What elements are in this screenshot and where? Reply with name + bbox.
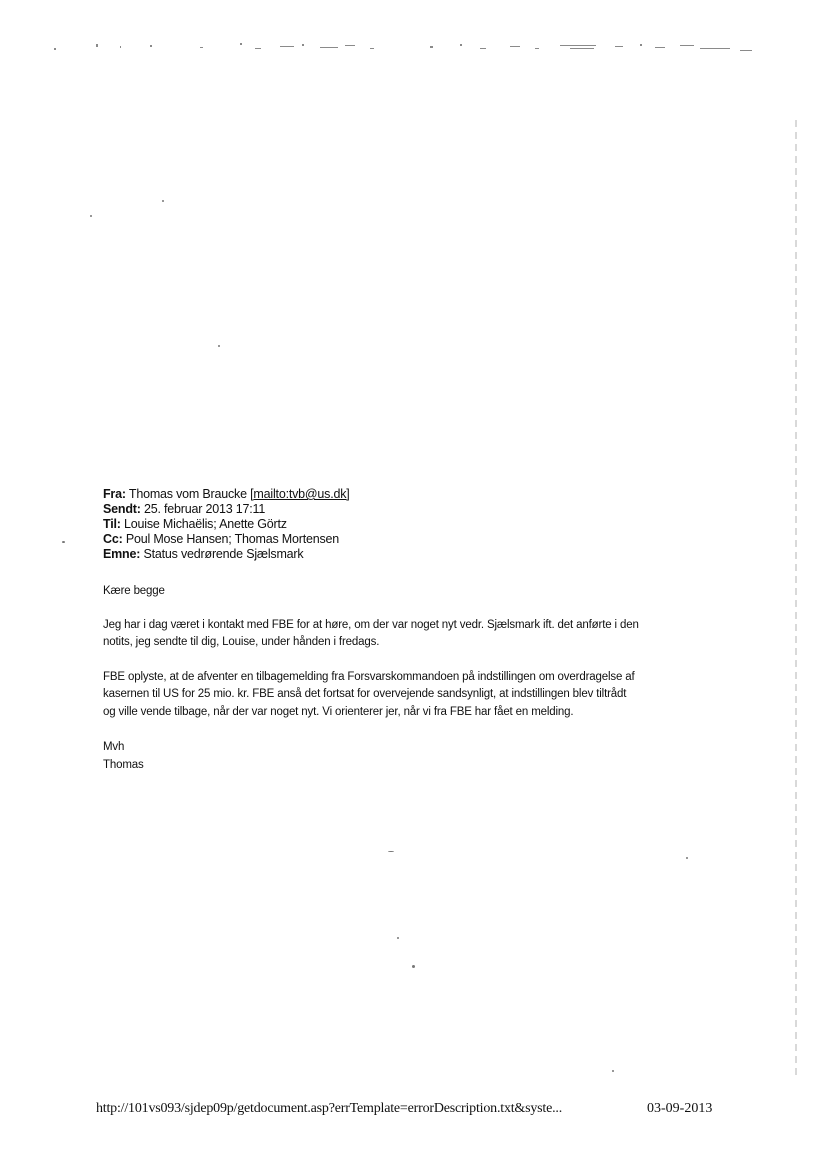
paragraph-2-line: FBE oplyste, at de afventer en tilbagemelding fra Forsvarskommandoen på indstillingen om overdragelse af (103, 670, 635, 683)
cc-row (103, 532, 350, 547)
greeting: Kære begge (103, 585, 165, 597)
paragraph-2-line: kasernen til US for 25 mio. kr. FBE anså det fortsat for overvejende sandsynligt, at indstillingen blev tiltrådt (103, 688, 627, 700)
scan-speck (388, 851, 394, 852)
scan-speck (397, 937, 399, 939)
from-mailto-link: [mailto:tvb@us.dk] (250, 487, 350, 501)
email-header (103, 487, 350, 562)
to-label: Til: (103, 517, 121, 531)
paragraph-2-line: og ville vende tilbage, når der var noget nyt. Vi orienterer jer, når vi fra FBE har fået en melding. (103, 705, 574, 718)
email-body (103, 583, 733, 774)
to-value: Louise Michaëlis; Anette Görtz (124, 517, 287, 531)
scan-noise-top (40, 40, 780, 58)
footer-date: 03-09-2013 (647, 1101, 713, 1116)
scan-speck (612, 1070, 614, 1072)
scan-speck (218, 345, 220, 347)
signature: Thomas (103, 759, 144, 771)
from-row (103, 487, 350, 502)
scan-speck (162, 200, 164, 202)
subject-label: Emne: (103, 547, 141, 561)
from-value: Thomas vom Braucke (128, 487, 247, 501)
to-row (103, 517, 350, 532)
scan-speck (412, 965, 415, 968)
closing: Mvh (103, 741, 125, 753)
paragraph-1 (103, 617, 733, 652)
paragraph-1-line: notits, jeg sendte til dig, Louise, under hånden i fredags. (103, 636, 380, 648)
cc-label: Cc: (103, 532, 123, 546)
footer-url: http://101vs093/sjdep09p/getdocument.asp?errTemplate=errorDescription.txt&syste... (96, 1101, 563, 1116)
cc-value: Poul Mose Hansen; Thomas Mortensen (125, 532, 340, 546)
subject-value: Status vedrørende Sjælsmark (143, 547, 304, 561)
from-label: Fra: (103, 487, 126, 501)
paragraph-1-line: Jeg har i dag været i kontakt med FBE for at høre, om der var noget nyt vedr. Sjælsmark ift. det anførte i den (103, 618, 639, 631)
scan-speck (90, 215, 92, 217)
paragraph-2 (103, 669, 733, 722)
sent-label: Sendt: (103, 502, 141, 516)
sent-row (103, 502, 350, 517)
sent-value: 25. februar 2013 17:11 (143, 502, 266, 516)
scan-speck (686, 857, 688, 859)
scan-speck (62, 541, 65, 543)
scan-edge-right (795, 120, 797, 1080)
subject-row (103, 547, 350, 562)
